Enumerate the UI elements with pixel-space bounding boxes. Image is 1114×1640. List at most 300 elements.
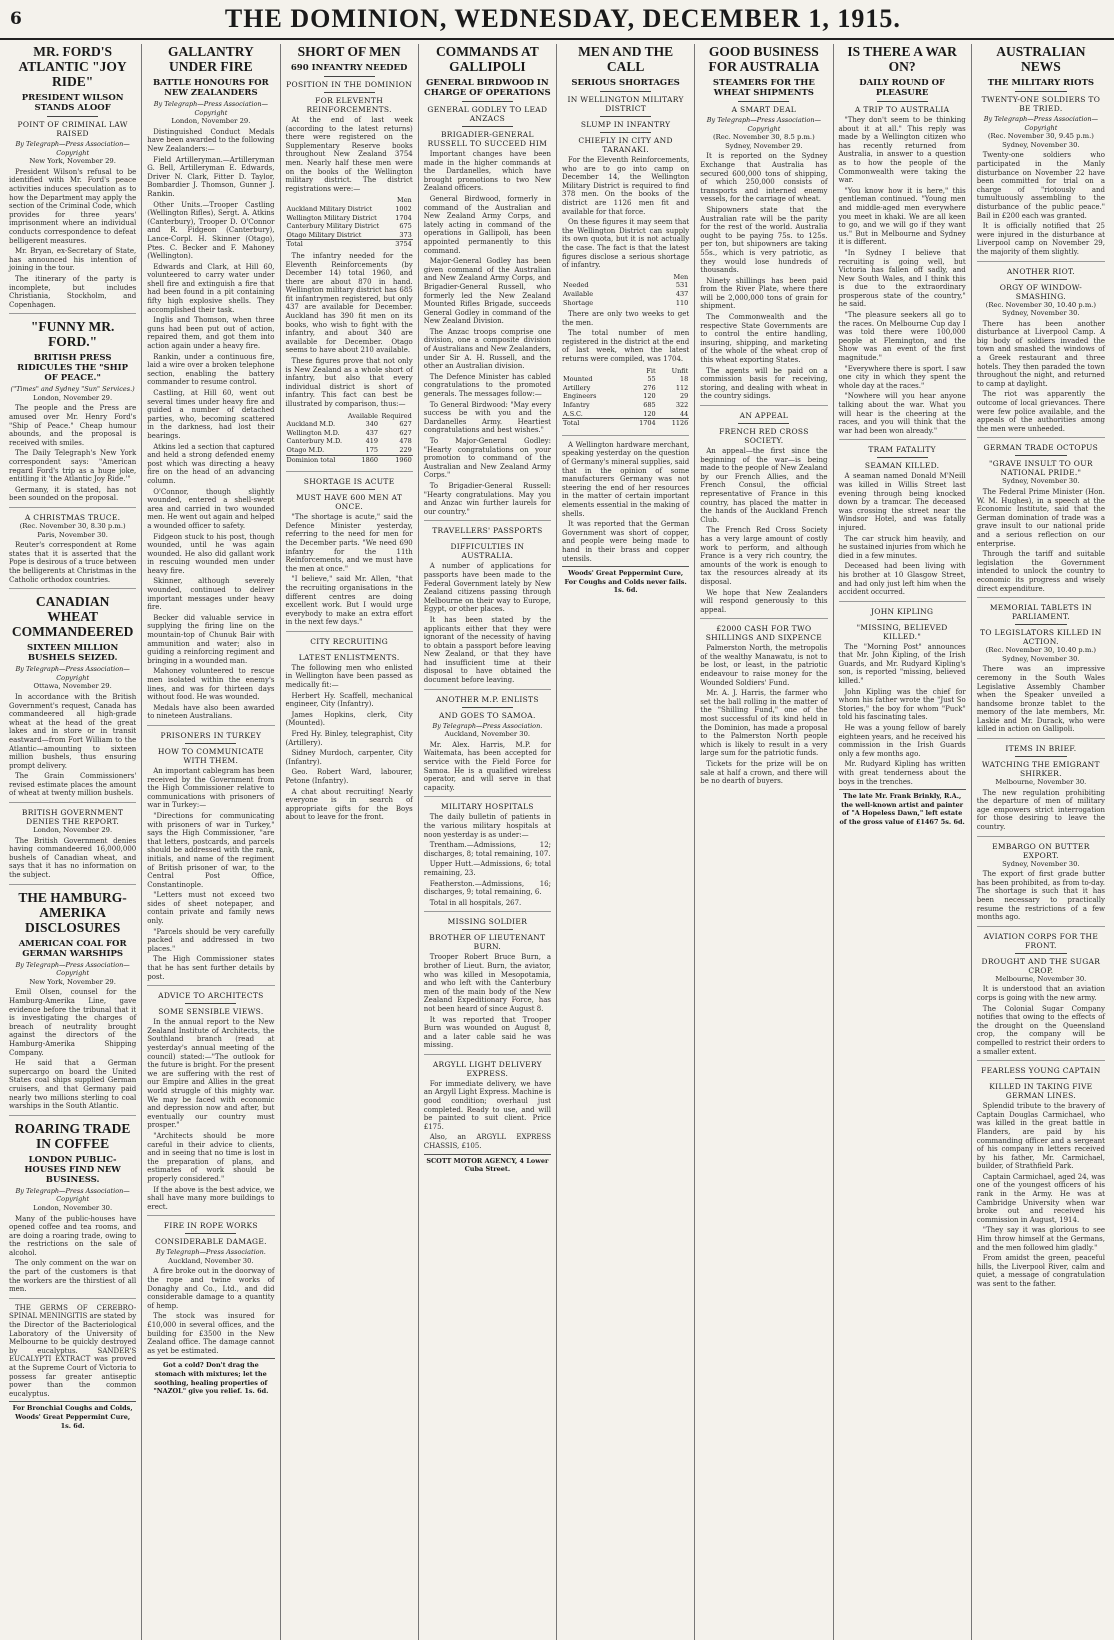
article-paragraph: Important changes have been made in the higher commands at the Dardanelles, which have brought promotions to two New Zealand officers. bbox=[423, 150, 551, 193]
article-paragraph: Germany, it is stated, has not been sounded on the proposal. bbox=[9, 485, 137, 503]
stats-table bbox=[562, 367, 689, 428]
column-3 bbox=[281, 44, 419, 1640]
table-row bbox=[286, 222, 413, 231]
article-subheadline: GENERAL BIRDWOOD IN CHARGE OF OPERATIONS bbox=[424, 78, 551, 98]
article-subheadline: FRENCH RED CROSS SOCIETY. bbox=[719, 427, 809, 445]
table-row bbox=[562, 290, 689, 299]
article-paragraph: The infantry needed for the Eleventh Reinforcements (by December 14) total 1960, and there are about 870 in hand. Wellington military district has 685 fit infantrymen registered, but only 437 are available for December. Auckland has 390 fit men on its books, who wish to fight with the infantry, and about 340 are available for December. Otago seems to have about 210 available. bbox=[285, 251, 413, 355]
headline-rule bbox=[462, 929, 513, 930]
article-paragraph: Geo. Robert Ward, labourer, Petone (Infantry). bbox=[285, 768, 413, 785]
table-cell: 112 bbox=[675, 383, 689, 392]
headline-rule bbox=[600, 116, 651, 117]
article bbox=[977, 842, 1105, 927]
table-header: Men bbox=[673, 272, 689, 281]
article-paragraph: THE GERMS OF CEREBRO-SPINAL MENINGITIS are stated by the Director of the Bacteriological Laboratory of the University of Melbourne to be quickly destroyed by eucalyptus. SANDER'S EUCALYPTI EXTRACT was proved at the Supreme Court of Victoria to possess far greater antiseptic power than the common eucalyptus. bbox=[9, 1303, 137, 1398]
table-cell: 437 bbox=[365, 428, 379, 437]
table-cell: 120 bbox=[643, 392, 656, 401]
table-cell: 437 bbox=[675, 289, 689, 298]
article-paragraph: At the end of last week (according to the latest returns) there were registered on the Supplementary Reserve books throughout New Zealand 3754 men. Nearly half these men were on the books of the Wellington military district. The district registrations were:— bbox=[285, 116, 413, 193]
table-row bbox=[562, 392, 689, 401]
headline-rule bbox=[324, 92, 375, 93]
article-paragraph: Shipowners state that the Australian rate will be the parity for the rest of the world. Australia ought to be paying 75s. to 125s. per ton, but shipowners are taking 55s., which is very patriotic, as they would lose hundreds of thousands. bbox=[700, 205, 828, 275]
byline: By Telegraph—Press Association—Copyright bbox=[15, 1186, 130, 1204]
article-headline: AUSTRALIAN NEWS bbox=[996, 44, 1086, 74]
article-paragraph: The Daily Telegraph's New York correspondent says: "American regard Ford's trip as a huge joke, entitling it 'the Atlantic Joy Ride.'" bbox=[9, 449, 137, 484]
headline-rule bbox=[462, 538, 513, 539]
table-row bbox=[562, 384, 689, 393]
table-cell: Auckland Military District bbox=[286, 204, 373, 213]
article-paragraph: "The shortage is acute," said the Defence Minister yesterday, referring to the need for men for the December parts. "We need 690 infantry for the 11th Reinforcements, and we must have the men at once." bbox=[285, 513, 413, 573]
article-headline: COMMANDS AT GALLIPOLI bbox=[435, 44, 539, 74]
table-cell: 3754 bbox=[392, 240, 413, 249]
article-paragraph: To General Birdwood: "May every success be with you and the Dardanelles Army. Heartiest congratulations and best wishes." bbox=[423, 400, 551, 435]
article-paragraph: "You know how it is here," this gentleman continued. "Young men and middle-aged men everywhere you meet in khaki. We are all keen to go, and we will go if they want us." But in Melbourne and Sydney it is different. bbox=[838, 186, 966, 247]
article bbox=[977, 932, 1105, 1061]
article-subheadline: FIRE IN ROPE WORKS bbox=[163, 1221, 258, 1231]
headline-rule bbox=[1015, 279, 1066, 280]
article-subheadline: CHIEFLY IN CITY AND TARANAKI. bbox=[578, 136, 673, 154]
dateline: (Rec. November 30, 10.40 p.m.) Sydney, November 30. bbox=[985, 300, 1097, 318]
column-7 bbox=[834, 44, 972, 1640]
article-subheadline: EMBARGO ON BUTTER EXPORT. bbox=[992, 841, 1090, 860]
article-paragraph: Medals have also been awarded to nineteen Australians. bbox=[147, 703, 275, 721]
article bbox=[977, 267, 1105, 439]
article-subheadline: TRAVELLERS' PASSPORTS bbox=[432, 526, 543, 536]
article-paragraph: The stock was insured for £10,000 in several offices, and the building for £3500 in the New Zealand office. The damage cannot as yet be estimated. bbox=[147, 1312, 275, 1355]
article-paragraph: Also, an ARGYLL EXPRESS CHASSIS, £105. bbox=[423, 1133, 551, 1151]
article-subheadline: ARGYLL LIGHT DELIVERY EXPRESS. bbox=[432, 1059, 542, 1078]
article-subheadline: ADVICE TO ARCHITECTS bbox=[158, 991, 264, 1001]
article-subheadline: TRAM FATALITY bbox=[868, 445, 936, 455]
article-subheadline: PRISONERS IN TURKEY bbox=[160, 730, 262, 740]
byline: By Telegraph—Press Association—Copyright bbox=[15, 960, 130, 978]
table-total-row bbox=[562, 419, 689, 428]
article-paragraph: Through the tariff and suitable legislation the Government intended to unlock the country to economic its progress and wisely direct expenditure. bbox=[976, 550, 1105, 593]
table-cell: 531 bbox=[675, 281, 689, 290]
dateline: Melbourne, November 30. bbox=[995, 974, 1087, 983]
article bbox=[286, 44, 413, 472]
article-paragraph: "Nowhere will you hear anyone talking about the war. What you will hear is the cheering at the races, and you will think that the war had been won already." bbox=[838, 392, 966, 435]
table-cell: Needed bbox=[563, 281, 589, 290]
headline-rule bbox=[324, 76, 375, 77]
article-subheadline: ANOTHER RIOT. bbox=[1006, 266, 1075, 276]
table-row bbox=[562, 401, 689, 410]
article-subheadline: A CHRISTMAS TRUCE. bbox=[24, 513, 121, 522]
article bbox=[839, 445, 966, 601]
article bbox=[147, 731, 274, 986]
article-subheadline: BATTLE HONOURS FOR NEW ZEALANDERS bbox=[152, 78, 269, 98]
article-subheadline: AND GOES TO SAMOA. bbox=[439, 710, 536, 720]
dateline: London, November 29. bbox=[171, 117, 251, 126]
table-row bbox=[286, 214, 413, 223]
column-1 bbox=[4, 44, 142, 1640]
article-subheadline: GENERAL GODLEY TO LEAD ANZACS bbox=[427, 105, 548, 123]
masthead bbox=[0, 0, 1114, 40]
table-row bbox=[286, 231, 413, 240]
article-subheadline: BROTHER OF LIEUTENANT BURN. bbox=[429, 933, 546, 952]
headline-rule bbox=[877, 619, 928, 620]
article-paragraph: Trentham.—Admissions, 12; discharges, 8; total remaining, 107. bbox=[423, 841, 551, 858]
article-paragraph: The High Commissioner states that he has sent further details by post. bbox=[147, 955, 275, 981]
table-row bbox=[562, 375, 689, 384]
byline: By Telegraph—Press Association—Copyright bbox=[983, 115, 1099, 132]
article-paragraph: Fidgeon stuck to his post, though wounded, until he was again wounded. He also did gallant work in rescuing wounded men under heavy fire. bbox=[147, 532, 275, 575]
article-subheadline: FOR ELEVENTH REINFORCEMENTS. bbox=[306, 96, 392, 114]
article-paragraph: The Colonial Sugar Company notifies that owing to the effects of the drought on the Queensland crop, the company will be compelled to restrict their orders to a smaller extent. bbox=[976, 1004, 1105, 1056]
table-header: Men bbox=[397, 196, 412, 205]
article-subheadline: POSITION IN THE DOMINION bbox=[286, 80, 413, 89]
table-cell: Auckland M.D. bbox=[286, 420, 336, 429]
byline: By Telegraph—Press Association—Copyright bbox=[15, 665, 130, 682]
article-paragraph: In accordance with the British Government's request, Canada has commandeered all high-grade wheat at the head of the great lakes and in store or in transit eastward—from Fort William to the Atlantic—amounting to sixteen million bushels, thus ensuring prompt delivery. bbox=[9, 692, 137, 770]
article-paragraph: Other Units.—Trooper Castling (Wellington Rifles), Sergt. A. Atkins (Canterbury), Trooper D. O'Connor and R. Fidgeon (Canterbury), Lance-Corpl. H. Skinner (Otago), Ptes. C. Becker and F. Mahoney (Wellington). bbox=[147, 200, 275, 261]
article-paragraph: The total number of men registered in the district at the end of last week, when the latest returns were compiled, was 1704. bbox=[562, 329, 690, 364]
article-paragraph: Tickets for the prize will be on sale at half a crown, and there will be no dearth of buyers. bbox=[700, 760, 828, 786]
article-paragraph: Ninety shillings has been paid from the River Plate, where there will be 2,000,000 tons of grain for shipment. bbox=[700, 276, 828, 311]
article-paragraph: Castling, at Hill 60, went out several times under heavy fire and guided a number of detached parties, who, becoming scattered in the darkness, had lost their bearings. bbox=[147, 389, 275, 440]
article-paragraph: The following men who enlisted in Wellington have been passed as medically fit:— bbox=[285, 663, 413, 690]
article-paragraph: The new regulation prohibiting the departure of men of military age empowers strict interrogation for those desiring to leave the country. bbox=[976, 788, 1105, 832]
dateline: New York, November 29. bbox=[29, 157, 116, 166]
stats-table bbox=[562, 273, 689, 307]
table-cell: Wellington M.D. bbox=[286, 428, 340, 437]
article-paragraph: Mahoney volunteered to rescue men isolated within the enemy's lines, and was for thirteen days without food. He was wounded. bbox=[147, 667, 275, 702]
article-paragraph: The car struck him heavily, and he sustained injuries from which he died in a few minutes. bbox=[838, 534, 966, 560]
table-cell: 1002 bbox=[395, 204, 412, 213]
table-total-row bbox=[286, 240, 413, 249]
article-paragraph: Atkins led a section that captured and held a strong defended enemy post which was directing a heavy fire on the head of an advancing column. bbox=[147, 442, 275, 485]
article-paragraph: The "Morning Post" announces that Mr. John Kipling, of the Irish Guards, and Mr. Rudyard Kipling's son, is reported "missing, believed killed." bbox=[838, 642, 966, 686]
article-paragraph: The agents will be paid on a commission basis for receiving, storing, and dealing with wheat in the country sidings. bbox=[700, 366, 828, 401]
article-paragraph: Major-General Godley has been given command of the Australian and New Zealand Army Corps, and Brigadier-General Russell, who formerly led the New Zealand Mounted Rifles Brigade, succeeds General Godley in command of the New Zealand Division. bbox=[423, 257, 551, 326]
article-paragraph: An appeal—the first since the beginning of the war—is being made to the people of New Zealand by our French Allies, and the French Consul, the official representative of France in this country, has placed the matter in the hands of the Auckland French Club. bbox=[700, 447, 828, 524]
table-cell: Canterbury Military District bbox=[286, 222, 380, 231]
article-paragraph: A seaman named Donald M'Neill was killed in Willis Street last evening through being knocked down by a tramcar. The deceased was crossing the street near the Windsor Hotel, and was fatally injured. bbox=[838, 472, 966, 532]
article-headline: MEN AND THE CALL bbox=[578, 44, 674, 74]
article-paragraph: He said that a German supercargo on board the United States coal ships supplied German cruisers, and that Germany paid nearly two millions sterling to coal warships in the South Atlantic. bbox=[9, 1059, 137, 1111]
byline: By Telegraph—Press Association—Copyright bbox=[706, 116, 822, 133]
article-paragraph: The itinerary of the party is incomplete, but includes Christiania, Stockholm, and Copenhagen. bbox=[9, 274, 137, 309]
article-paragraph: A fire broke out in the doorway of the rope and twine works of Donaghy and Co., Ltd., and did considerable damage to a quantity of hemp. bbox=[147, 1267, 275, 1310]
dateline: Melbourne, November 30. bbox=[995, 778, 1087, 787]
advertisement-line: Got a cold? Don't drag the stomach with mixtures; let the soothing, healing properties of "NAZOL" give you relief. 1s. 6d. bbox=[147, 1358, 274, 1395]
article bbox=[977, 603, 1105, 739]
article-subheadline: KILLED IN TAKING FIVE GERMAN LINES. bbox=[989, 1082, 1093, 1101]
article-subheadline: GERMAN TRADE OCTOPUS bbox=[983, 443, 1099, 453]
stats-table bbox=[286, 196, 413, 249]
advertisement-line: Woods' Great Peppermint Cure, For Coughs and Colds never fails. 1s. 6d. bbox=[562, 566, 689, 595]
article-headline: "FUNNY MR. FORD." bbox=[30, 319, 115, 350]
table-cell: 322 bbox=[675, 401, 689, 410]
byline: By Telegraph—Press Association. bbox=[432, 721, 543, 730]
table-cell: 1126 bbox=[657, 419, 690, 428]
article-paragraph: "They say it was glorious to see Him throw himself at the Germans, and the men followed him gladly." bbox=[976, 1226, 1105, 1252]
article-subheadline: A TRIP TO AUSTRALIA bbox=[854, 105, 950, 114]
table-row bbox=[286, 420, 413, 429]
article bbox=[9, 890, 136, 1116]
headline-rule bbox=[738, 101, 789, 102]
article bbox=[147, 44, 274, 726]
article-subheadline: THE MILITARY RIOTS bbox=[987, 78, 1095, 88]
table-header: Fit bbox=[646, 366, 656, 375]
article-subheadline: LATEST ENLISTMENTS. bbox=[298, 652, 400, 662]
article bbox=[9, 319, 136, 508]
article-paragraph: Featherston.—Admissions, 16; discharges, 9; total remaining, 6. bbox=[423, 879, 551, 897]
article-subheadline: SHORTAGE IS ACUTE bbox=[303, 477, 395, 487]
table-cell: Shortage bbox=[563, 298, 594, 307]
column-6 bbox=[695, 44, 833, 1640]
table-cell: 1704 bbox=[624, 419, 656, 428]
table-cell: 175 bbox=[365, 445, 379, 454]
byline: By Telegraph—Press Association. bbox=[155, 1248, 266, 1257]
article bbox=[977, 443, 1105, 598]
article-paragraph: Sidney Murdoch, carpenter, City (Infantry). bbox=[285, 749, 413, 766]
table-cell: Total bbox=[286, 240, 392, 249]
article-paragraph: "Everywhere there is sport. I saw one city in which they spent the whole day at the races." bbox=[838, 364, 966, 390]
article bbox=[286, 477, 413, 632]
article-subheadline: TO LEGISLATORS KILLED IN ACTION. bbox=[980, 628, 1102, 647]
article-subheadline: ITEMS IN BRIEF. bbox=[1005, 744, 1077, 754]
article-subheadline: 690 INFANTRY NEEDED bbox=[290, 63, 408, 73]
article-subheadline: MUST HAVE 600 MEN AT ONCE. bbox=[296, 493, 403, 512]
article-paragraph: Mr. Alex. Harris, M.P. for Waitemata, has been accepted for service with the Field Force for Samoa. He is a qualified wireless operator, and will serve in that capacity. bbox=[423, 740, 551, 792]
table-cell: 419 bbox=[365, 437, 379, 446]
article-subheadline: POINT OF CRIMINAL LAW RAISED bbox=[17, 120, 128, 138]
article-subheadline: MISSING SOLDIER bbox=[447, 917, 528, 927]
dateline: (Rec. November 30, 8.30 p.m.) Paris, November 30. bbox=[19, 522, 126, 539]
article-subheadline: CONSIDERABLE DAMAGE. bbox=[154, 1237, 267, 1247]
article-paragraph: It was reported that the German Government was short of copper, and people were being made to hand in their brass and copper utensils. bbox=[562, 520, 690, 563]
article-subheadline: A SMART DEAL bbox=[731, 105, 797, 114]
article bbox=[424, 695, 551, 798]
article-subheadline: "GRAVE INSULT TO OUR NATIONAL PRIDE." bbox=[988, 459, 1093, 478]
article-headline: CANADIAN WHEAT COMMANDEERED bbox=[11, 594, 134, 640]
page-number: 6 bbox=[10, 9, 22, 29]
article-headline: IS THERE A WAR ON? bbox=[847, 44, 957, 74]
dateline: Auckland, November 30. bbox=[444, 730, 531, 739]
article-paragraph: For immediate delivery, we have an Argyll Light Express. Machine is good condition; overhaul just completed. Ready to use, and will be painted to suit client. Price £175. bbox=[423, 1079, 551, 1131]
article bbox=[9, 513, 136, 589]
article-subheadline: ANOTHER M.P. ENLISTS bbox=[435, 694, 539, 704]
table-cell: 627 bbox=[399, 428, 412, 437]
article-subheadline: PRESIDENT WILSON STANDS ALOOF bbox=[21, 93, 124, 113]
article-paragraph: Emil Olsen, counsel for the Hamburg-Amerika Line, gave evidence before the tribunal that it is investigating the charges of breach of neutrality brought against the directors of the Hamburg-Amerika Shipping Company. bbox=[9, 988, 137, 1057]
headline-rule bbox=[462, 126, 513, 127]
headline-rule bbox=[1015, 953, 1066, 954]
article-subheadline: STEAMERS FOR THE WHEAT SHIPMENTS bbox=[712, 78, 815, 98]
article-headline: GALLANTRY UNDER FIRE bbox=[167, 44, 254, 74]
article-subheadline: AVIATION CORPS FOR THE FRONT. bbox=[983, 931, 1099, 950]
article bbox=[424, 917, 551, 1055]
article-paragraph: "Parcels should be very carefully packed and addressed in two places." bbox=[147, 927, 275, 953]
table-cell: 1860 bbox=[346, 455, 379, 464]
stats-table bbox=[286, 412, 413, 465]
article-paragraph: A chat about recruiting! Nearly everyone is in search of appropriate gifts for the Boys about to leave for the front. bbox=[285, 787, 413, 822]
article-paragraph: There are only two weeks to get the men. bbox=[562, 310, 690, 327]
article-subheadline: "MISSING, BELIEVED KILLED." bbox=[856, 622, 948, 641]
article-paragraph: We hope that New Zealanders will respond generously to this appeal. bbox=[700, 588, 828, 614]
table-header: Unfit bbox=[671, 366, 689, 375]
advertisement-line: The late Mr. Frank Brinkly, R.A., the well-known artist and painter of "A Hopeless Dawn," left estate of the gross value of £1467 5s. 6d. bbox=[839, 789, 966, 826]
article bbox=[9, 808, 136, 885]
article-paragraph: Herbert Hy. Scaffell, mechanical engineer, City (Infantry). bbox=[285, 691, 413, 709]
article bbox=[424, 526, 551, 689]
article-paragraph: The Anzac troops comprise one division, one a composite division of Australians and New Zealanders, under Sir A. H. Russell, and the other an Australian division. bbox=[423, 327, 552, 371]
article-paragraph: Becker did valuable service in supplying the firing line on the mountain-top of Chunuk Bair with ammunition and water; also in guiding a reinforcing regiment and bringing in a wounded man. bbox=[147, 613, 275, 665]
article-headline: MR. FORD'S ATLANTIC "JOY RIDE" bbox=[18, 44, 127, 89]
article-paragraph: It is understood that an aviation corps is going with the new army. bbox=[976, 985, 1105, 1002]
article bbox=[977, 44, 1105, 262]
article bbox=[424, 802, 551, 912]
article-paragraph: On these figures it may seem that the Wellington District can supply its own quota, but it is not actually the case. The fact is that the latest figures disclose a serious shortage of infantry. bbox=[562, 218, 690, 270]
table-cell: Infantry bbox=[563, 401, 590, 410]
headline-rule bbox=[324, 649, 375, 650]
article-paragraph: James Hopkins, clerk, City (Mounted). bbox=[285, 710, 413, 728]
article-paragraph: Mr. Bryan, ex-Secretary of State, has announced his intention of joining in the tour. bbox=[9, 247, 137, 273]
article-paragraph: Deceased had been living with his brother at 10 Glasgow Street, and had only just left him when the accident occurred. bbox=[838, 562, 966, 597]
article-paragraph: It has been stated by the applicants either that they were ignorant of the necessity of having to obtain a passport before leaving New Zealand, or that they have had insufficient time at their disposal to have obtained the document before leaving. bbox=[423, 615, 551, 685]
headline-rule bbox=[1015, 756, 1066, 757]
article-headline: ROARING TRADE IN COFFEE bbox=[14, 1120, 131, 1151]
article-paragraph: If the above is the best advice, we shall have many more buildings to erect. bbox=[147, 1185, 275, 1211]
table-cell: Engineers bbox=[563, 392, 597, 401]
newspaper-title: THE DOMINION, WEDNESDAY, DECEMBER 1, 1915. bbox=[224, 4, 901, 33]
table-cell: Otago Military District bbox=[286, 230, 362, 239]
article-paragraph: There was an impressive ceremony in the South Wales Legislative Assembly Chamber when the Speaker unveiled a handsome bronze tablet to the memory of the late members, Mr. Laskie and Mr. Durack, who were killed in action on Gallipoli. bbox=[976, 665, 1105, 734]
article-subheadline: LONDON PUBLIC-HOUSES FIND NEW BUSINESS. bbox=[24, 1154, 121, 1185]
article-paragraph: Mr. Rudyard Kipling has written with great tenderness about the boys in the trenches. bbox=[838, 760, 966, 786]
table-row bbox=[562, 299, 689, 308]
dateline: (Rec. November 30, 9.45 p.m.) Sydney, November 30. bbox=[987, 132, 1094, 149]
article bbox=[9, 1304, 136, 1434]
article-paragraph: Fred Hy. Binley, telegraphist, City (Artillery). bbox=[285, 730, 413, 747]
headline-rule bbox=[185, 743, 236, 744]
article-paragraph: The riot was apparently the outcome of local grievances. There were few police available, and the appeals of the authorities among the men were unheeded. bbox=[976, 390, 1105, 433]
article-subheadline: DIFFICULTIES IN AUSTRALIA. bbox=[450, 542, 525, 561]
article-subheadline: WATCHING THE EMIGRANT SHIRKER. bbox=[981, 760, 1100, 779]
article bbox=[562, 44, 689, 436]
article-subheadline: MILITARY HOSPITALS bbox=[441, 802, 534, 812]
table-row bbox=[562, 410, 689, 419]
article-paragraph: Reuter's correspondent at Rome states that it is asserted that the Pope is desirous of a truce between the belligerents at Christmas in the Catholic orthodox countries. bbox=[9, 541, 137, 584]
article-subheadline: DROUGHT AND THE SUGAR CROP. bbox=[981, 956, 1101, 975]
table-cell: 44 bbox=[679, 409, 689, 418]
article-subheadline: SOME SENSIBLE VIEWS. bbox=[158, 1007, 264, 1017]
article-paragraph: The British Government denies having commandeered 16,000,000 bushels of Canadian wheat, and says that it has no information on the subject. bbox=[9, 836, 137, 880]
dateline: Sydney, November 30. bbox=[1002, 859, 1080, 868]
article-paragraph: "The pleasure seekers all go to the races. On Melbourne Cup day I was told there were 100,000 people at Flemington, and the Show was an event of the first magnitude." bbox=[838, 311, 966, 363]
article-subheadline: SERIOUS SHORTAGES bbox=[571, 78, 680, 88]
table-cell: Dominion total bbox=[286, 455, 346, 464]
article bbox=[9, 1121, 136, 1299]
article-paragraph: Field Artilleryman.—Artilleryman G. Bell, Artilleryman E. Edwards, Driver N. Clark, Fitter D. Taylor, Bombardier J. Thomson, Gunner J. Rankin. bbox=[147, 155, 275, 198]
headline-rule bbox=[1015, 91, 1066, 92]
article-paragraph: Edwards and Clark, at Hill 60, volunteered to carry water under shell fire and extinguish a fire that had been found in a pit containing fifty high explosive shells. They accomplished their task. bbox=[147, 262, 275, 314]
table-cell: 1960 bbox=[379, 455, 413, 464]
table-cell: Total bbox=[562, 419, 624, 428]
article-headline: THE HAMBURG-AMERIKA DISCLOSURES bbox=[18, 889, 127, 935]
column-4 bbox=[419, 44, 557, 1640]
table-cell: 675 bbox=[399, 222, 412, 231]
table-row bbox=[286, 446, 413, 455]
article-paragraph: The Commonwealth and the respective State Governments are to control the entire handling, insuring, shipping, and marketing of the whole of the wheat crop of this wheat exporting States. bbox=[700, 313, 828, 365]
table-cell: 276 bbox=[643, 383, 656, 392]
article-paragraph: Mr. A. J. Harris, the farmer who set the ball rolling in the matter of the "Shilling Fund," one of the most successful of its kind held in the Dominion, has made a proposal to the Palmerston North people which is likely to result in a very large sum for the patriotic funds. bbox=[700, 689, 828, 758]
headline-rule bbox=[738, 423, 789, 424]
article bbox=[9, 44, 136, 314]
table-cell: 478 bbox=[399, 437, 412, 446]
headline-rule bbox=[185, 1233, 236, 1234]
table-header: Available bbox=[347, 411, 379, 420]
article-subheadline: BRIGADIER-GENERAL RUSSELL TO SUCCEED HIM bbox=[427, 130, 548, 148]
article-subheadline: IN WELLINGTON MILITARY DISTRICT bbox=[567, 95, 684, 113]
headline-rule bbox=[877, 457, 928, 458]
article-subheadline: SIXTEEN MILLION BUSHELS SEIZED. bbox=[27, 643, 119, 664]
article-paragraph: It is officially notified that 25 were injured in the disturbance at Liverpool camp on November 29, the majority of them slightly. bbox=[976, 222, 1105, 256]
article-subheadline: FEARLESS YOUNG CAPTAIN bbox=[981, 1066, 1101, 1076]
advertisement-line: SCOTT MOTOR AGENCY, 4 Lower Cuba Street. bbox=[424, 1154, 551, 1174]
headline-rule bbox=[462, 101, 513, 102]
article bbox=[977, 1066, 1105, 1292]
headline-rule bbox=[1015, 455, 1066, 456]
table-cell: Otago M.D. bbox=[286, 445, 325, 454]
table-row bbox=[286, 437, 413, 446]
article-paragraph: For the Eleventh Reinforcements, who are to go into camp on December 14, the Wellington Military District is required to find 378 men. On the books of the district are 1126 men fit and available for that force. bbox=[562, 156, 690, 216]
article-subheadline: CITY RECRUITING bbox=[310, 636, 389, 646]
article-paragraph: The Defence Minister has cabled congratulations to the promoted generals. The messages follow:— bbox=[423, 372, 551, 399]
table-row bbox=[286, 429, 413, 438]
article-subheadline: ORGY OF WINDOW-SMASHING. bbox=[999, 282, 1083, 301]
table-header bbox=[562, 273, 646, 282]
table-cell: Artillery bbox=[563, 383, 591, 392]
headline-rule bbox=[1015, 624, 1066, 625]
article-paragraph: "Architects should be more careful in their advice to clients, and in seeing that no time is lost in the preparation of plans, and estimates of work should be properly considered." bbox=[147, 1131, 275, 1183]
article-headline: GOOD BUSINESS FOR AUSTRALIA bbox=[708, 44, 820, 74]
headline-rule bbox=[324, 489, 375, 490]
article-paragraph: Palmerston North, the metropolis of the wealthy Manawatu, is not to be lost, or least, in the patriotic endeavour to raise money for the Wounded Soldiers' Fund. bbox=[700, 644, 828, 687]
article-subheadline: MEMORIAL TABLETS IN PARLIAMENT. bbox=[989, 603, 1092, 622]
headline-rule bbox=[600, 91, 651, 92]
table-cell: Available bbox=[563, 289, 594, 298]
article-subheadline: AMERICAN COAL FOR GERMAN WARSHIPS bbox=[18, 938, 127, 959]
article-paragraph: To Major-General Godley: "Hearty congratulations on your promotion to command of the Australian and New Zealand Army Corps." bbox=[423, 437, 551, 480]
article-subheadline: DAILY ROUND OF PLEASURE bbox=[859, 78, 946, 98]
headline-rule bbox=[600, 132, 651, 133]
article-paragraph: There has been another disturbance at Liverpool Camp. A big body of soldiers invaded the town and smashed the windows of a Greek restaurant and three hotels. They then paraded the town throughout the night, and returned to camp at daylight. bbox=[976, 319, 1105, 388]
article-paragraph: The export of first grade butter has been prohibited, as from to-day. The shortage is such that it has been necessary to practically resume the restrictions of a few months ago. bbox=[976, 870, 1105, 922]
newspaper-columns bbox=[0, 40, 1114, 1640]
article-paragraph: The Federal Prime Minister (Hon. W. M. Hughes), in a speech at the Economic Institute, said that the German domination of trade was a grave insult to our national pride and a serious reflection on our enterprise. bbox=[976, 488, 1105, 548]
table-header: Required bbox=[381, 411, 412, 420]
dateline: London, November 30. bbox=[33, 1203, 113, 1212]
article bbox=[977, 744, 1105, 837]
article bbox=[839, 607, 966, 831]
byline: ("Times" and Sydney "Sun" Services.) bbox=[10, 385, 135, 394]
column-2 bbox=[142, 44, 280, 1640]
article-paragraph: Splendid tribute to the bravery of Captain Douglas Carmichael, who was killed in the great battle in Flanders, are paid by his commanding officer and a sergeant of his company in letters received by his father, Mr. Carmichael, builder, of Strathfield Park. bbox=[976, 1102, 1105, 1171]
article-paragraph: Twenty-one soldiers who participated in the Manly disturbance on November 22 have been committed for trial on a charge of "riotously and tumultuously assembling to the disturbance of the public peace." Bail in £200 each was granted. bbox=[976, 151, 1105, 220]
article bbox=[700, 624, 827, 790]
article-paragraph: From amidst the green, peaceful hills, the Liverpool River, calm and quiet, a message of congratulation was sent to the father. bbox=[976, 1254, 1105, 1288]
article-paragraph: John Kipling was the chief for whom his father wrote the "Just So Stories," the boy for whom "Puck" told his fascinating tales. bbox=[838, 687, 966, 722]
article bbox=[700, 411, 827, 619]
table-header bbox=[286, 196, 392, 205]
article-paragraph: Trooper Robert Bruce Burn, a brother of Lieut. Burn, the aviator, who was killed in Mesopotamia, and who left with the Canterbury men of the main body of the New Zealand Expeditionary Force, has not been heard of since August 8. bbox=[423, 953, 551, 1013]
article-paragraph: The Grain Commissioners' revised estimate places the amount of wheat at twenty million bushels. bbox=[9, 772, 137, 798]
article-paragraph: Many of the public-houses have opened coffee and tea rooms, and are doing a roaring trade, owing to the restrictions on the sale of alcohol. bbox=[9, 1214, 137, 1257]
article-subheadline: BRITISH GOVERNMENT DENIES THE REPORT. bbox=[21, 808, 124, 827]
article bbox=[147, 1221, 274, 1400]
